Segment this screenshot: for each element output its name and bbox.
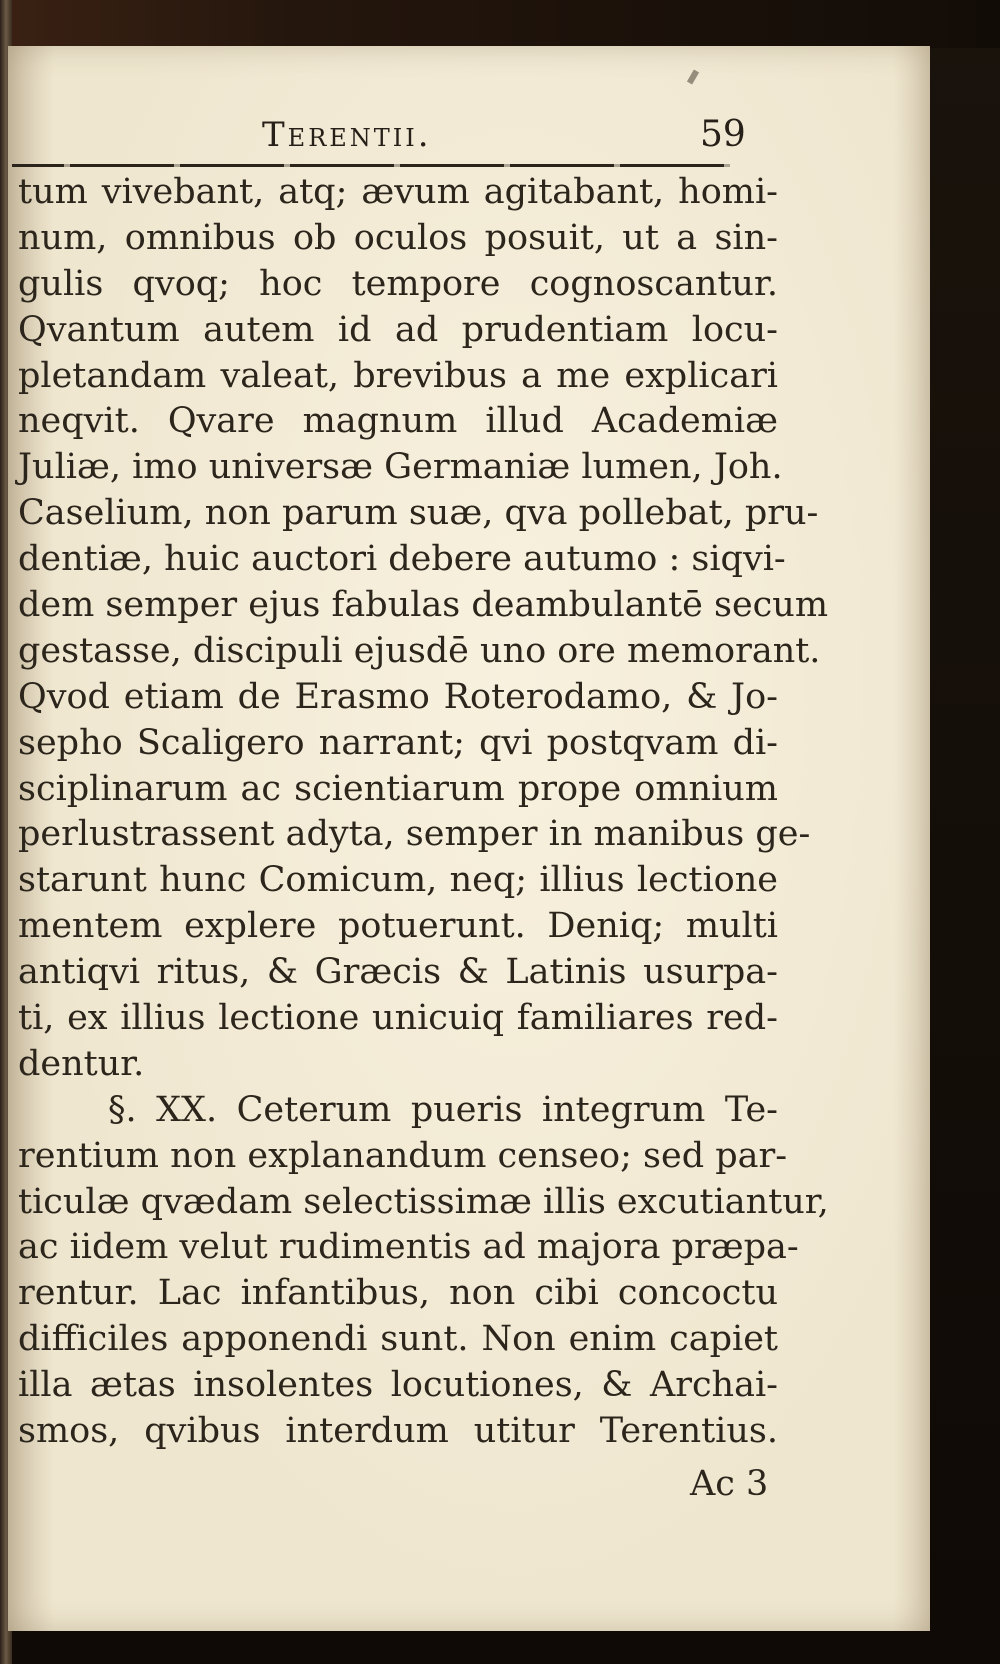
text-line: dentur.	[18, 1043, 145, 1084]
text-line: ti, ex illius lectione unicuiq familiares red-	[18, 998, 778, 1039]
section-heading-line: §. XX. Ceterum pueris integrum Te-	[108, 1089, 778, 1130]
text-line: Juliæ, imo universæ Germaniæ lumen, Joh.	[18, 447, 783, 488]
text-line: illa ætas insolentes locutiones, & Archai-	[18, 1365, 778, 1406]
text-line: antiqvi ritus, & Græcis & Latinis usurpa-	[18, 952, 778, 993]
page-header	[8, 70, 930, 170]
text-line: perlustrassent adyta, semper in manibus ge-	[18, 814, 811, 855]
text-line: gulis qvoq; hoc tempore cognoscantur.	[18, 263, 778, 304]
catchword: Ac 3	[690, 1464, 769, 1504]
text-line: gestasse, discipuli ejusdē uno ore memorant.	[18, 630, 821, 671]
text-line: rentium non explanandum censeo; sed par-	[18, 1135, 788, 1176]
text-line: mentem explere potuerunt. Deniq; multi	[18, 906, 778, 947]
body-text	[18, 170, 829, 1455]
text-line: starunt hunc Comicum, neq; illius lectione	[18, 860, 778, 901]
text-line: ac iidem velut rudimentis ad majora præpa-	[18, 1227, 799, 1268]
text-line: Qvod etiam de Erasmo Roterodamo, & Jo-	[18, 676, 778, 717]
text-line: difficiles apponendi sunt. Non enim capiet	[18, 1319, 778, 1360]
text-line: ticulæ qvædam selectissimæ illis excutiantur,	[18, 1181, 829, 1222]
text-line: smos, qvibus interdum utitur Terentius.	[18, 1411, 778, 1452]
text-line: dentiæ, huic auctori debere autumo : siqvi-	[18, 539, 786, 580]
text-line: sepho Scaligero narrant; qvi postqvam di-	[18, 722, 778, 763]
text-line: tum vivebant, atq; ævum agitabant, homi-	[18, 172, 778, 212]
text-line: neqvit. Qvare magnum illud Academiæ	[18, 401, 778, 442]
running-title: Terentii.	[262, 115, 432, 155]
text-line: Qvantum autem id ad prudentiam locu-	[18, 309, 778, 350]
text-line: pletandam valeat, brevibus a me explicari	[18, 355, 778, 396]
text-line: num, omnibus ob oculos posuit, ut a sin-	[18, 217, 778, 258]
header-rule	[12, 164, 730, 167]
scan-background-top	[0, 0, 1000, 48]
page-number: 59	[700, 114, 746, 155]
text-line: rentur. Lac infantibus, non cibi concoctu	[18, 1273, 778, 1314]
text-line: sciplinarum ac scientiarum prope omnium	[18, 768, 778, 809]
text-line: dem semper ejus fabulas deambulantē secum	[18, 585, 829, 626]
text-line: Caselium, non parum suæ, qva pollebat, pru-	[18, 493, 819, 534]
